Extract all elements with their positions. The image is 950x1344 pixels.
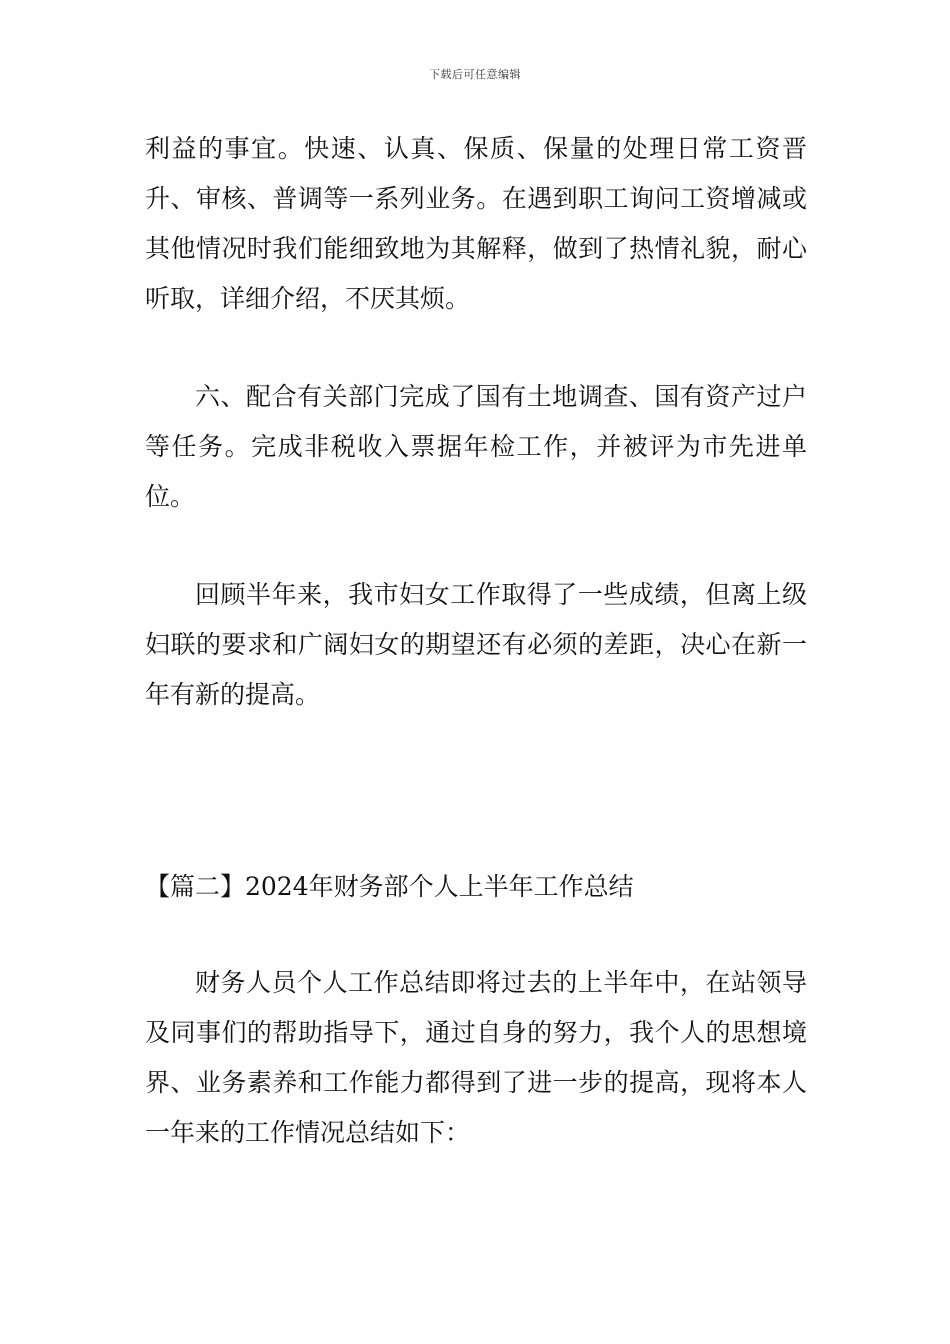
- paragraph-spacer: [145, 912, 807, 958]
- document-body: [145, 124, 807, 1158]
- paragraph-spacer: [145, 324, 807, 372]
- paragraph-salary-work: 利益的事宜。快速、认真、保质、保量的处理日常工资晋升、审核、普调等一系列业务。在遇到职工询问工资增减或其他情况时我们能细致地为其解释，做到了热情礼貌，耐心听取，详细介绍，不厌其烦。: [145, 134, 807, 313]
- paragraph-intro: 财务人员个人工作总结即将过去的上半年中，在站领导及同事们的帮助指导下，通过自身的努力，我个人的思想境界、业务素养和工作能力都得到了进一步的提高，现将本人一年来的工作情况总结如下：: [145, 968, 807, 1147]
- paragraph-spacer: [145, 522, 807, 570]
- paragraph-item-six: 六、配合有关部门完成了国有土地调查、国有资产过户等任务。完成非税收入票据年检工作，并被评为市先进单位。: [145, 382, 807, 511]
- section-spacer: [145, 720, 807, 862]
- section-heading: 【篇二】2024年财务部个人上半年工作总结: [145, 872, 634, 901]
- page-header-note: 下载后可任意编辑: [429, 68, 521, 81]
- paragraph-review: 回顾半年来，我市妇女工作取得了一些成绩，但离上级妇联的要求和广阔妇女的期望还有必须的差距，决心在新一年有新的提高。: [145, 580, 807, 709]
